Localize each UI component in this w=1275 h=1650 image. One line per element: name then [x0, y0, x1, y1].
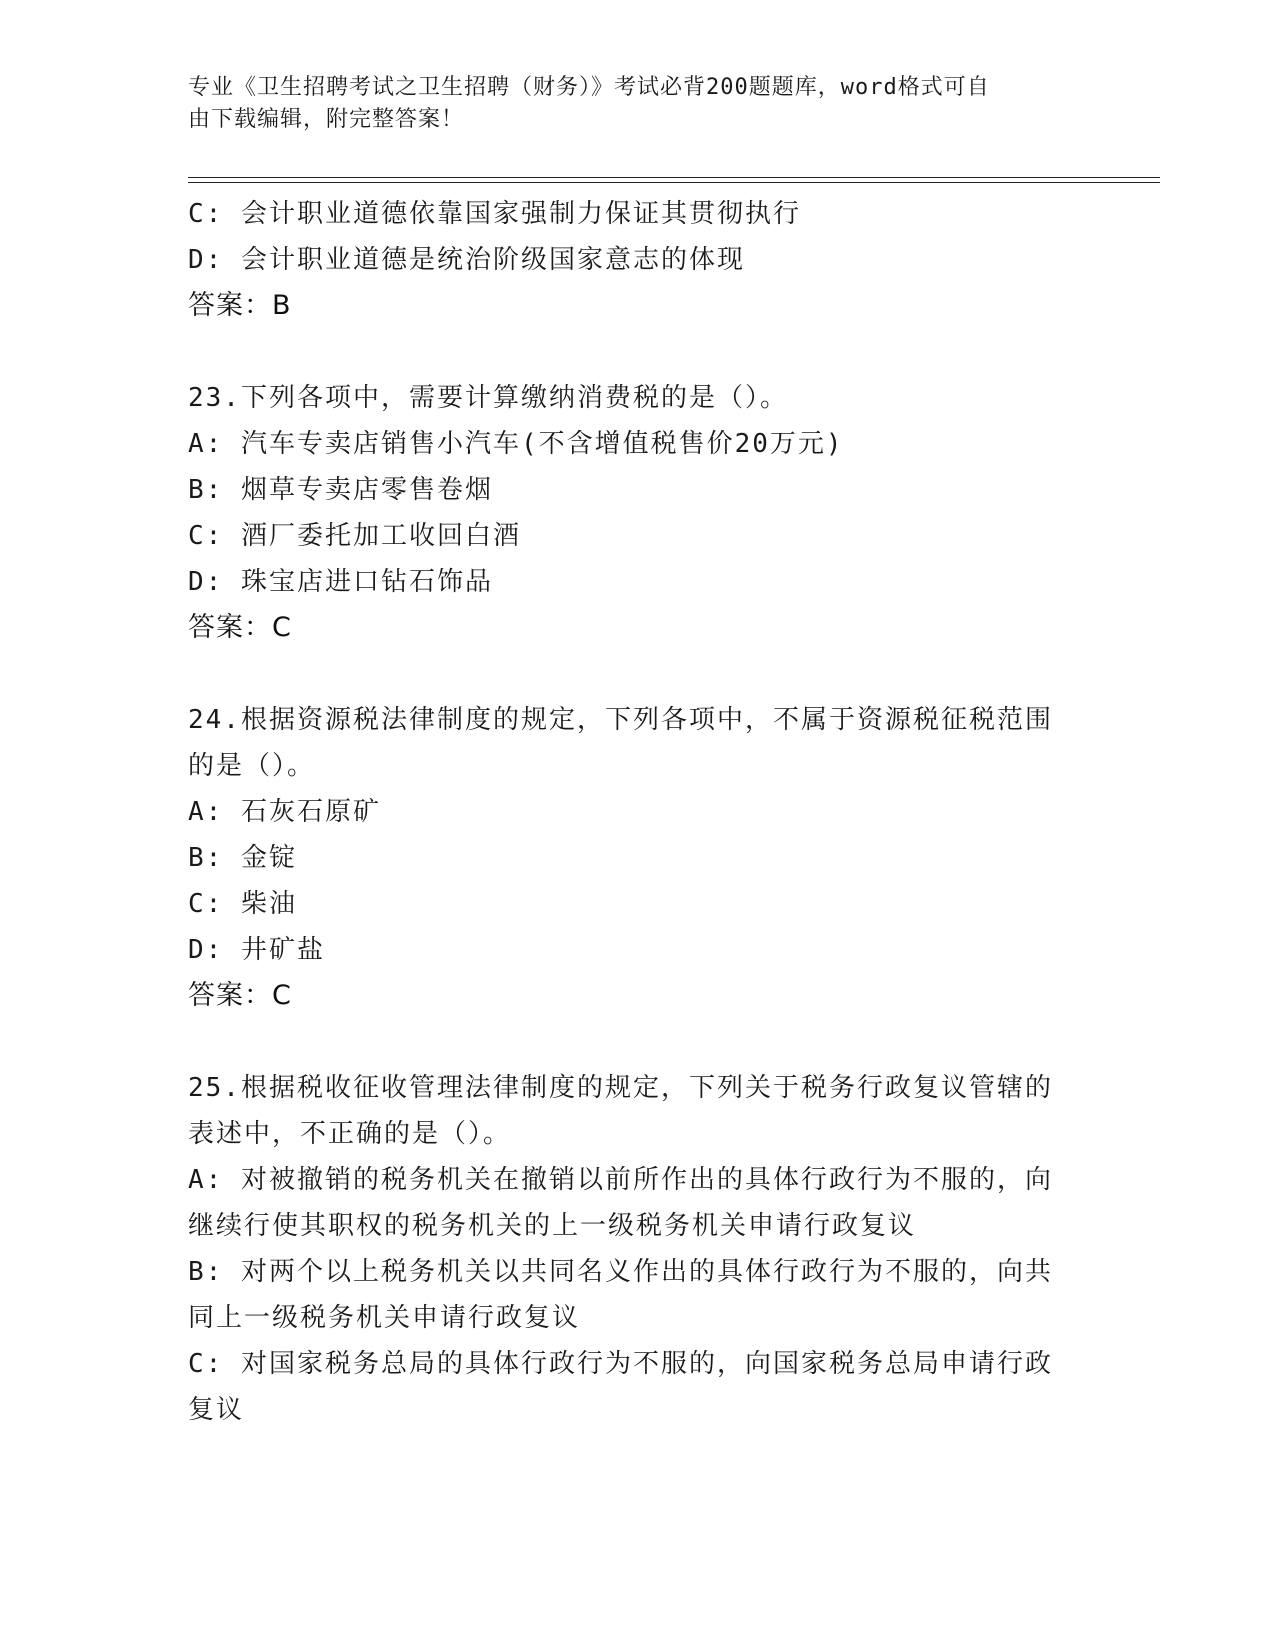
q23-option-c: C: 酒厂委托加工收回白酒	[188, 521, 521, 551]
spacer	[188, 329, 1078, 375]
header-rule-top	[188, 177, 1160, 178]
q25-question-line-2: 表述中，不正确的是（）。	[188, 1119, 512, 1149]
header-rule-bottom	[188, 182, 1160, 183]
q24-option-b: B: 金锭	[188, 843, 297, 873]
q23-answer: 答案：C	[188, 612, 292, 643]
q25-option-b-line-2: 同上一级税务机关申请行政复议	[188, 1303, 581, 1333]
question-content	[188, 191, 1078, 1433]
spacer	[188, 651, 1078, 697]
q25-option-c-line-1: C: 对国家税务总局的具体行政行为不服的，向国家税务总局申请行政	[188, 1349, 1053, 1379]
question-24-block	[188, 697, 1078, 1019]
prev-option-c: C: 会计职业道德依靠国家强制力保证其贯彻执行	[188, 199, 801, 229]
q25-question-line-1: 25.根据税收征收管理法律制度的规定，下列关于税务行政复议管辖的	[188, 1073, 1053, 1103]
q24-option-c: C: 柴油	[188, 889, 297, 919]
q23-option-a: A: 汽车专卖店销售小汽车(不含增值税售价20万元)	[188, 429, 844, 459]
header-title-line-1: 专业《卫生招聘考试之卫生招聘（财务）》考试必背200题题库，word格式可自	[188, 75, 990, 100]
q24-option-d: D: 井矿盐	[188, 935, 325, 965]
q24-question-line-1: 24.根据资源税法律制度的规定，下列各项中，不属于资源税征税范围	[188, 705, 1053, 735]
q25-option-a-line-1: A: 对被撤销的税务机关在撤销以前所作出的具体行政行为不服的，向	[188, 1165, 1053, 1195]
q24-option-a: A: 石灰石原矿	[188, 797, 381, 827]
document-header	[188, 72, 1078, 136]
prev-option-d: D: 会计职业道德是统治阶级国家意志的体现	[188, 245, 745, 275]
q23-question: 23.下列各项中，需要计算缴纳消费税的是（）。	[188, 383, 788, 413]
q24-answer: 答案：C	[188, 980, 292, 1011]
q23-option-b: B: 烟草专卖店零售卷烟	[188, 475, 493, 505]
spacer	[188, 1019, 1078, 1065]
q23-option-d: D: 珠宝店进口钻石饰品	[188, 567, 493, 597]
prev-answer: 答案：B	[188, 290, 292, 321]
q25-option-c-line-2: 复议	[188, 1395, 245, 1425]
q25-option-b-line-1: B: 对两个以上税务机关以共同名义作出的具体行政行为不服的，向共	[188, 1257, 1053, 1287]
prev-question-block	[188, 191, 1078, 329]
q24-question-line-2: 的是（）。	[188, 751, 316, 781]
question-25-block	[188, 1065, 1078, 1433]
q25-option-a-line-2: 继续行使其职权的税务机关的上一级税务机关申请行政复议	[188, 1211, 917, 1241]
question-23-block	[188, 375, 1078, 651]
header-title-line-2: 由下载编辑，附完整答案！	[188, 107, 465, 132]
